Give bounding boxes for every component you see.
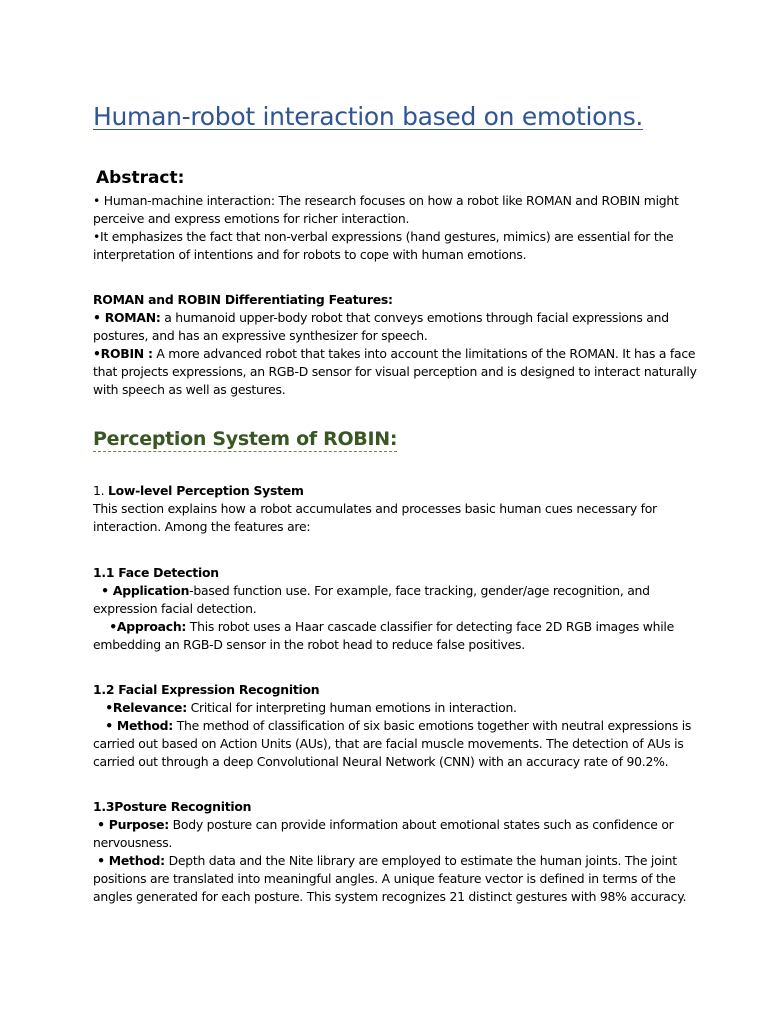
abstract-bullet-1-line-2: perceive and express emotions for richer interaction.: [93, 211, 410, 226]
abstract-bullet-2-line-2: interpretation of intentions and for robots to cope with human emotions.: [93, 247, 527, 262]
low-level-line-2: interaction. Among the features are:: [93, 519, 311, 534]
posture-paragraph: [93, 798, 687, 906]
low-level-paragraph: [93, 482, 678, 536]
posture-method-line-2: positions are translated into meaningful angles. A unique feature vector is defined in terms of the: [93, 871, 676, 886]
approach-line-2: embedding an RGB-D sensor in the robot head to reduce false positives.: [93, 637, 525, 652]
posture-method-line-3: angles generated for each posture. This system recognizes 21 distinct gestures with 98% accuracy.: [93, 889, 687, 904]
relevance-line: •Relevance: Critical for interpreting human emotions in interaction.: [93, 700, 517, 715]
abstract-bullet-1-line-1: • Human-machine interaction: The research focuses on how a robot like ROMAN and ROBIN might: [93, 193, 679, 208]
low-level-heading: 1. Low-level Perception System: [93, 483, 304, 498]
roman-line-1: • ROMAN: a humanoid upper-body robot that conveys emotions through facial expressions and: [93, 310, 669, 325]
perception-heading: Perception System of ROBIN:: [93, 428, 398, 450]
abstract-heading: Abstract:: [96, 168, 185, 188]
roman-label: • ROMAN:: [93, 310, 161, 325]
facial-expression-paragraph: [93, 681, 692, 771]
abstract-bullet-2-line-1: •It emphasizes the fact that non-verbal expressions (hand gestures, mimics) are essential for the: [93, 229, 674, 244]
application-line-1: • Application-based function use. For example, face tracking, gender/age recognition, and: [93, 583, 650, 598]
robin-line-1: •ROBIN : A more advanced robot that takes into account the limitations of the ROMAN. It has a face: [93, 346, 696, 361]
expression-method-line-3: carried out through a deep Convolutional Neural Network (CNN) with an accuracy rate of 90.2%.: [93, 754, 669, 769]
features-heading: ROMAN and ROBIN Differentiating Features:: [93, 292, 393, 307]
facial-expression-heading: 1.2 Facial Expression Recognition: [93, 682, 320, 697]
application-line-2: expression facial detection.: [93, 601, 257, 616]
roman-line-2: postures, and has an expressive synthesizer for speech.: [93, 328, 428, 343]
purpose-line-2: nervousness.: [93, 835, 173, 850]
robin-line-3: with speech as well as gestures.: [93, 382, 286, 397]
posture-method-line-1: • Method: Depth data and the Nite library are employed to estimate the human joints. The joint: [93, 853, 677, 868]
approach-line-1: •Approach: This robot uses a Haar cascade classifier for detecting face 2D RGB images while: [93, 619, 674, 634]
document-title: Human-robot interaction based on emotions.: [93, 102, 644, 131]
robin-line-2: that projects expressions, an RGB-D sensor for visual perception and is designed to interact naturally: [93, 364, 697, 379]
low-level-line-1: This section explains how a robot accumulates and processes basic human cues necessary for: [93, 501, 657, 516]
posture-heading: 1.3Posture Recognition: [93, 799, 252, 814]
robin-label: •ROBIN :: [93, 346, 153, 361]
abstract-paragraph: [93, 192, 678, 264]
face-detection-heading: 1.1 Face Detection: [93, 565, 219, 580]
face-detection-paragraph: [93, 564, 678, 654]
expression-method-line-1: • Method: The method of classification of six basic emotions together with neutral expressions is: [93, 718, 692, 733]
features-paragraph: [93, 291, 697, 399]
expression-method-line-2: carried out based on Action Units (AUs), that are facial muscle movements. The detection of AUs is: [93, 736, 684, 751]
purpose-line-1: • Purpose: Body posture can provide information about emotional states such as confidence or: [93, 817, 674, 832]
